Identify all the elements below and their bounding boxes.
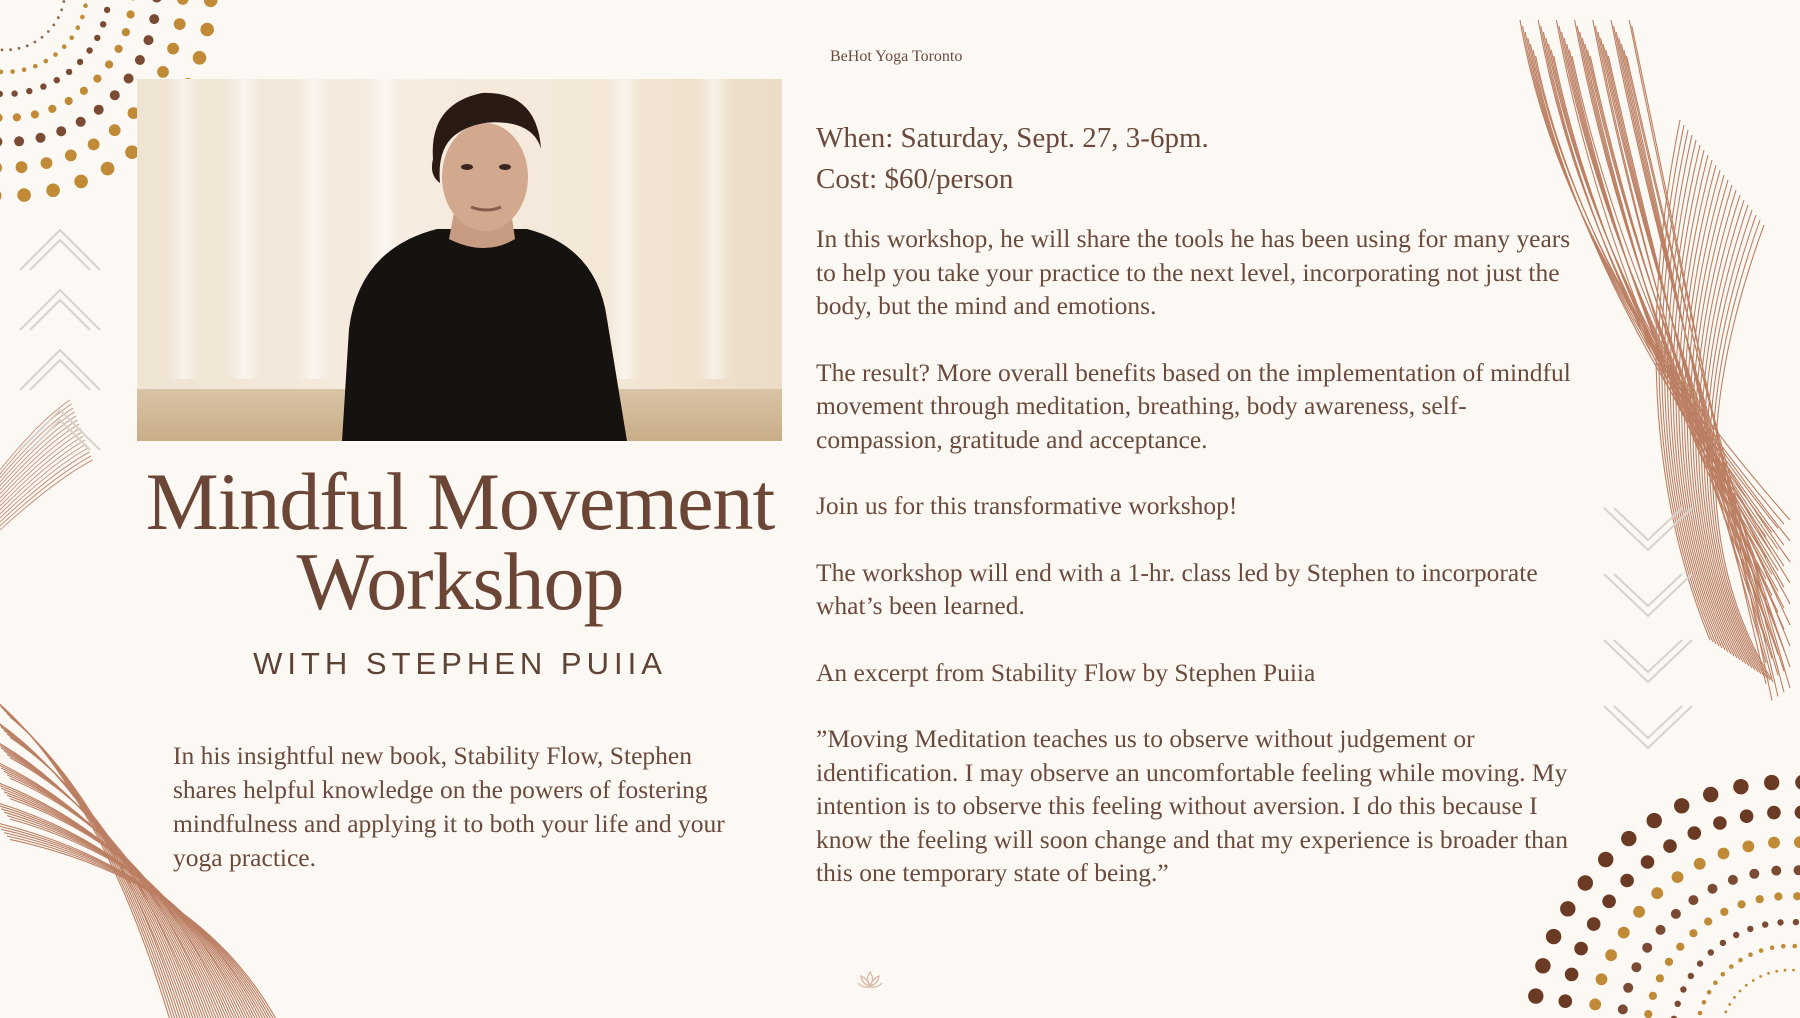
lotus-icon: [856, 968, 884, 992]
description-paragraph-2: The result? More overall benefits based on the implementation of mindful movement through meditation, breathing, body awareness, self-compassion, gratitude and acceptance.: [816, 357, 1571, 454]
title-line-1: Mindful Movement: [145, 456, 775, 547]
book-quote: ”Moving Meditation teaches us to observe without judgement or identification. I may observe an uncomfortable feeling while moving. My intention is to observe this feeling without aversion. I do this because I know the feeling will soon change and that my experience is broader than this one temporary state of being.”: [816, 724, 1569, 887]
title-line-2: Workshop: [296, 536, 624, 627]
event-cost: Cost: $60/person: [816, 163, 1014, 195]
intro-paragraph: In his insightful new book, Stability Flow, Stephen shares helpful knowledge on the powers of fostering mindfulness and applying it to both your life and your yoga practice.: [173, 741, 725, 872]
brush-stroke-mid-left: [0, 400, 93, 530]
description-paragraph-4: The workshop will end with a 1-hr. class led by Stephen to incorporate what’s been learned.: [816, 557, 1538, 620]
brand-label: BeHot Yoga Toronto: [830, 48, 963, 65]
workshop-details: [816, 118, 1576, 890]
chevron-up-icon: [20, 230, 100, 450]
workshop-subtitle: WITH STEPHEN PUIIA: [253, 646, 667, 681]
chevron-down-icon: [1604, 508, 1692, 748]
workshop-title: [120, 456, 800, 627]
instructor-photo: [137, 79, 782, 441]
description-paragraph-1: In this workshop, he will share the tools he has been using for many years to help you take your practice to the next level, incorporating not just the body, but the mind and emotions.: [816, 224, 1571, 320]
event-when: When: Saturday, Sept. 27, 3-6pm.: [816, 122, 1209, 154]
excerpt-heading: An excerpt from Stability Flow by Stephen Puiia: [816, 657, 1316, 687]
description-paragraph-3: Join us for this transformative workshop!: [816, 491, 1238, 520]
instructor-figure: [137, 79, 782, 441]
